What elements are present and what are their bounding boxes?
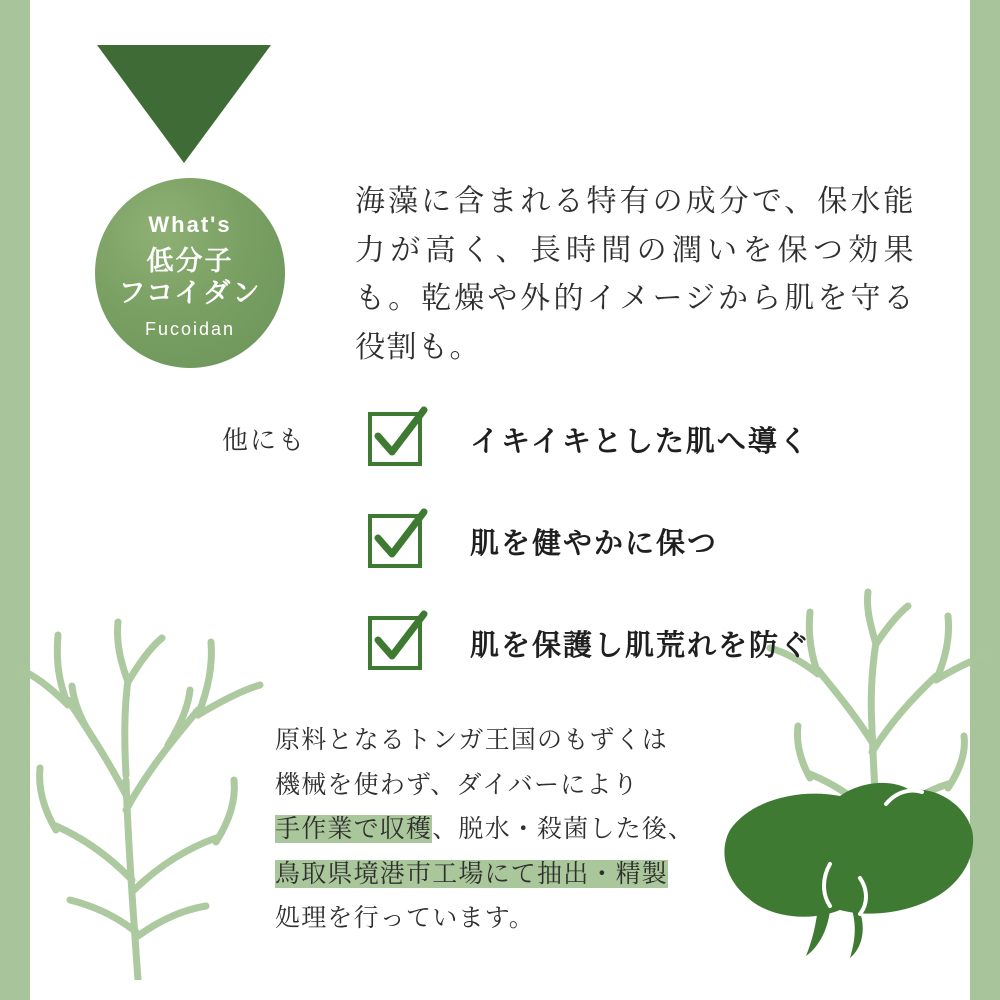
production-line-1: 原料となるトンガ王国のもずくは — [275, 726, 669, 754]
production-description — [275, 718, 875, 941]
fucoidan-badge — [95, 178, 285, 368]
seaweed-illustration-left — [8, 580, 268, 980]
badge-whats-label: What's — [148, 211, 232, 237]
intro-paragraph: 海藻に含まれる特有の成分で、保水能力が高く、長時間の潤いを保つ効果も。乾燥や外的イメージから肌を守る役割も。 — [355, 185, 915, 364]
triangle-pointer — [97, 45, 271, 163]
production-highlight-2: 鳥取県境港市工場にて抽出・精製 — [275, 859, 669, 888]
check-icon — [368, 616, 422, 670]
badge-title-line1: 低分子 — [146, 245, 234, 276]
list-item-label: 肌を保護し肌荒れを防ぐ — [470, 629, 812, 662]
benefits-checklist — [368, 412, 928, 718]
right-green-band — [970, 0, 1000, 1000]
production-line-5: 処理を行っています。 — [275, 904, 536, 932]
production-line-4 — [275, 852, 875, 897]
production-highlight-1: 手作業で収穫 — [275, 815, 433, 843]
production-line-3 — [275, 807, 875, 852]
badge-romaji-label: Fucoidan — [144, 319, 236, 340]
list-item — [368, 412, 928, 466]
badge-title-line2: フコイダン — [118, 277, 262, 308]
list-item-label: 肌を健やかに保つ — [470, 527, 719, 560]
production-line-3-rest: 、脱水・殺菌した後、 — [432, 815, 695, 843]
check-icon — [368, 514, 422, 568]
left-green-band — [0, 0, 30, 1000]
list-item-label: イキイキとした肌へ導く — [470, 425, 810, 458]
list-item — [368, 514, 928, 568]
list-item — [368, 616, 928, 670]
check-icon — [368, 412, 422, 466]
checklist-prefix-label: 他にも — [222, 425, 307, 455]
production-line-2: 機械を使わず、ダイバーにより — [275, 770, 639, 799]
